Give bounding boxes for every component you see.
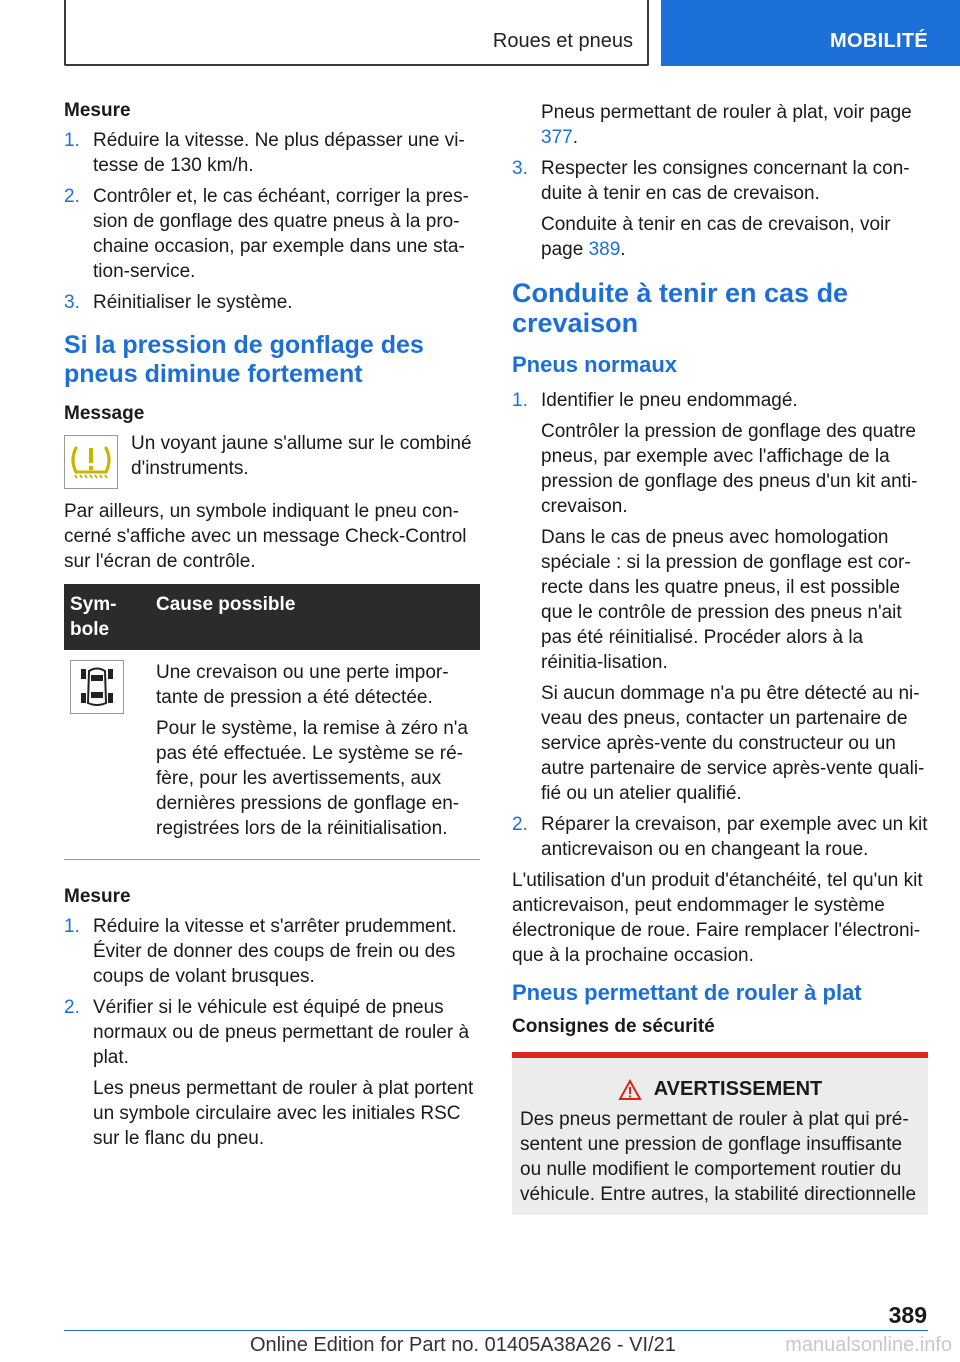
- warning-box: [512, 1052, 928, 1215]
- page-link-377[interactable]: 377: [541, 127, 573, 148]
- section-tab[interactable]: [661, 0, 960, 66]
- paragraph: Par ailleurs, un symbole indiquant le pneu con-cerné s'affiche avec un message Check-Control sur l'écran de contrôle.: [64, 501, 467, 572]
- cause-text-2: Pour le système, la remise à zéro n'a pas été effectuée. Le système se ré-fère, pour les avertissements, aux dernières pressions de gonflage en-registrées lors de la réinitialisation.: [156, 718, 468, 839]
- list-text: Identifier le pneu endommagé.: [541, 390, 798, 411]
- list-item: [64, 995, 480, 1151]
- chapter-title: Roues et pneus: [492, 30, 633, 52]
- page-number: 389: [888, 1302, 927, 1328]
- list-text: Les pneus permettant de rouler à plat portent un symbole circulaire avec les initiales RSC sur le flanc du pneu.: [93, 1078, 474, 1149]
- list-text: Contrôler et, le cas échéant, corriger la pres-sion de gonflage des quatre pneus à la pro-chaine occasion, par exemple dans une sta-tion-service.: [93, 186, 469, 282]
- subsection-heading-runflat: Pneus permettant de rouler à plat: [512, 980, 862, 1005]
- list-number: 1.: [64, 130, 80, 151]
- subheading-message: Message: [64, 403, 145, 424]
- right-column: [512, 100, 928, 1215]
- list-text: Dans le cas de pneus avec homologation spéciale : si la pression de gonflage est cor-recte dans les quatre pneus, il est possible que le contrôle de pression des pneus n'ait pas été réinitialisé. Procéder alors à la réinitia-lisation.: [541, 527, 911, 673]
- subsection-heading-normal-tires: Pneus normaux: [512, 352, 678, 377]
- list-text: Si aucun dommage n'a pu être détecté au ni-veau des pneus, contacter un partenaire de service après-vente du constructeur ou un autre partenaire de service après-vente quali-fié ou un atelier qualifié.: [541, 683, 925, 804]
- list-number: 2.: [512, 814, 528, 835]
- list-item: 3. Respecter les consignes concernant la con-duite à tenir en cas de crevaison. Conduite à tenir en cas de crevaison, voir page 389.: [512, 156, 928, 262]
- list-number: 1.: [512, 390, 528, 411]
- subheading-measure-2: Mesure: [64, 886, 131, 907]
- tpms-warning-icon: [64, 435, 118, 489]
- left-column: [64, 100, 480, 1157]
- section-heading: Si la pression de gonflage des pneus diminue fortement: [64, 331, 424, 388]
- list-text: Réduire la vitesse et s'arrêter prudemment. Éviter de donner des coups de frein ou des coups de volant brusques.: [93, 916, 457, 987]
- list-item: [512, 812, 928, 862]
- list-item: [64, 184, 480, 284]
- measure-list-2: [64, 914, 480, 1151]
- cause-text-1: Une crevaison ou une perte impor-tante de pression a été détectée.: [156, 662, 449, 708]
- table-header-symbol: Sym-bole: [64, 584, 150, 650]
- warning-title: AVERTISSEMENT: [653, 1078, 823, 1100]
- list-item: [64, 914, 480, 989]
- continuation-text: Pneus permettant de rouler à plat, voir page: [541, 102, 912, 123]
- divider: [64, 859, 480, 860]
- list-item: [512, 388, 928, 806]
- page-link-389[interactable]: 389: [588, 239, 621, 260]
- edition-text: Online Edition for Part no. 01405A38A26 - VI/21: [250, 1334, 676, 1356]
- subheading-safety: Consignes de sécurité: [512, 1016, 715, 1037]
- list-text: Réduire la vitesse. Ne plus dépasser une vi-tesse de 130 km/h.: [93, 130, 465, 176]
- symbol-table: [64, 584, 480, 859]
- warning-triangle-icon: [618, 1079, 642, 1101]
- list-item: [64, 128, 480, 178]
- list-number: 3.: [64, 292, 80, 313]
- list-text: Contrôler la pression de gonflage des quatre pneus, par exemple avec l'affichage de la pression de gonflage des pneus d'un kit anti-crevaison.: [541, 421, 918, 517]
- header-title-box: [64, 0, 649, 66]
- message-block: [64, 431, 480, 489]
- warning-text: Des pneus permettant de rouler à plat qui pré-sentent une pression de gonflage insuffisante ou nulle modifient le comportement routier du véhicule. Entre autres, la stabilité directionnelle: [520, 1109, 917, 1205]
- table-header-cause: Cause possible: [150, 584, 480, 650]
- list-number: 2.: [64, 997, 80, 1018]
- paragraph: L'utilisation d'un produit d'étanchéité, tel qu'un kit anticrevaison, peut endommager le système électronique de roue. Faire remplacer l'électroni-que à la prochaine occasion.: [512, 870, 923, 966]
- list-text: Respecter les consignes concernant la con-duite à tenir en cas de crevaison.: [541, 158, 910, 204]
- table-row: [64, 650, 480, 859]
- list-text: Vérifier si le véhicule est équipé de pneus normaux ou de pneus permettant de rouler à plat.: [93, 997, 470, 1068]
- list-number: 1.: [64, 916, 80, 937]
- list-text: Conduite à tenir en cas de crevaison, voir page: [541, 214, 891, 260]
- tire-car-icon: [70, 660, 124, 714]
- watermark: manualsonline.info: [785, 1334, 952, 1356]
- warning-header: [520, 1078, 920, 1101]
- list-text: Réinitialiser le système.: [93, 292, 293, 313]
- list-number: 3.: [512, 158, 528, 179]
- footer-divider: [64, 1330, 928, 1331]
- section-label: MOBILITÉ: [830, 30, 928, 52]
- list-continuation: Pneus permettant de rouler à plat, voir page 377.: [541, 102, 912, 148]
- list-item: [64, 290, 480, 315]
- list-number: 2.: [64, 186, 80, 207]
- subheading-measure: Mesure: [64, 100, 131, 121]
- measure-list-1: [64, 128, 480, 315]
- message-text: Un voyant jaune s'allume sur le combiné d'instruments.: [131, 433, 472, 479]
- main-heading: Conduite à tenir en cas de crevaison: [512, 278, 849, 338]
- list-text: Réparer la crevaison, par exemple avec un kit anticrevaison ou en changeant la roue.: [541, 814, 928, 860]
